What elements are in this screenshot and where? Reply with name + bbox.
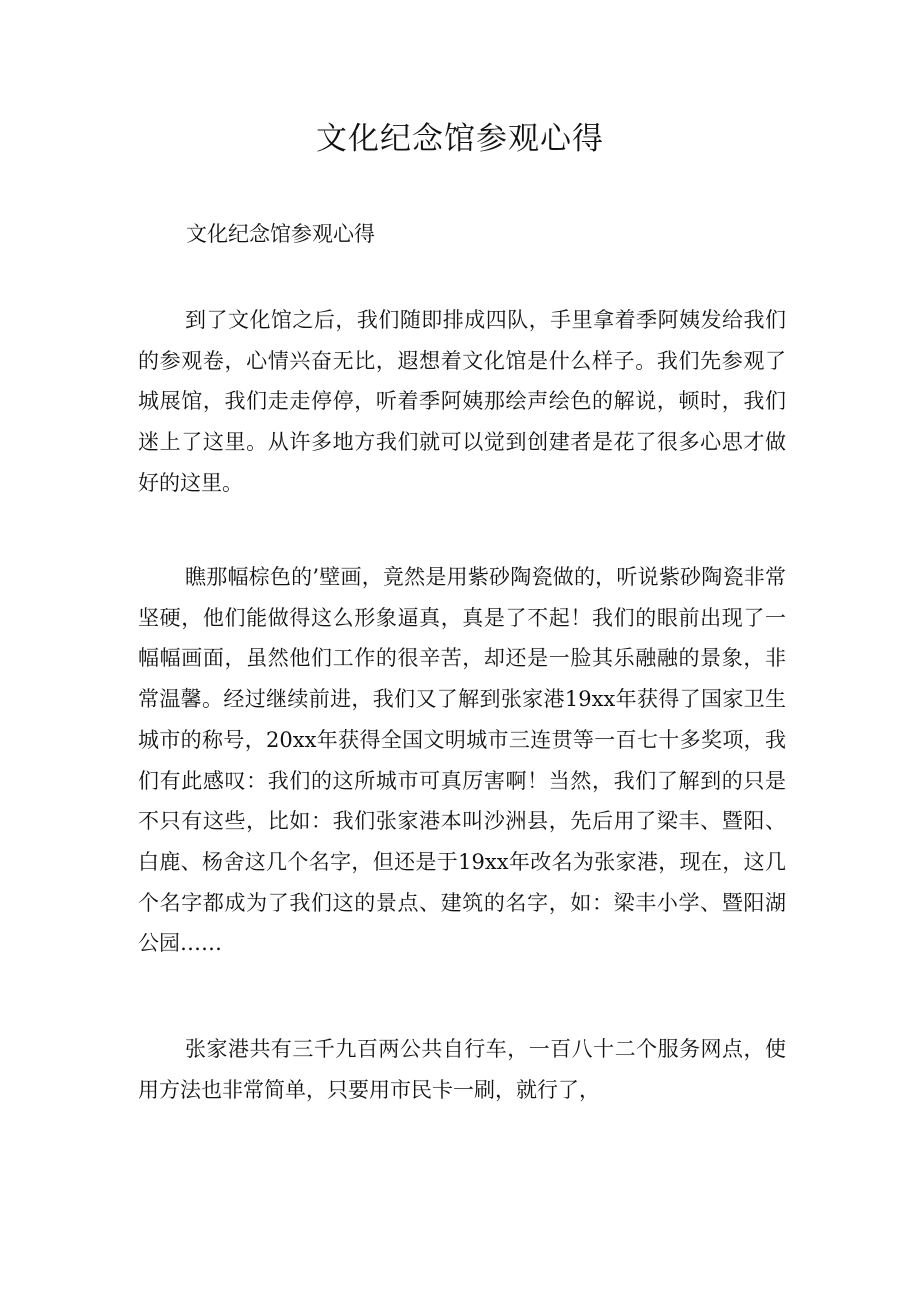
paragraph-1: 到了文化馆之后，我们随即排成四队，手里拿着季阿姨发给我们的参观卷，心情兴奋无比，遐想着文化馆是什么样子。我们先参观了城展馆，我们走走停停，听着季阿姨那绘声绘色的解说，顿时，我们迷上了这里。从许多地方我们就可以觉到创建者是花了很多心思才做好的这里。 [138, 308, 786, 495]
document-subtitle: 文化纪念馆参观心得 [186, 222, 375, 246]
document-title: 文化纪念馆参观心得 [316, 121, 604, 157]
paragraph-2: 瞧那幅棕色的’壁画，竟然是用紫砂陶瓷做的，听说紫砂陶瓷非常坚硬，他们能做得这么形象逼真，真是了不起！我们的眼前出现了一幅幅画面，虽然他们工作的很辛苦，却还是一脸其乐融融的景象，非常温馨。经过继续前进，我们又了解到张家港19xx年获得了国家卫生城市的称号，20xx年获得全国文明城市三连贯等一百七十多奖项，我们有此感叹：我们的这所城市可真厉害啊！当然，我们了解到的只是不只有这些，比如：我们张家港本叫沙洲县，先后用了梁丰、暨阳、白鹿、杨舍这几个名字，但还是于19xx年改名为张家港，现在，这几个名字都成为了我们这的景点、建筑的名字，如：梁丰小学、暨阳湖公园…… [138, 565, 786, 956]
paragraph-3: 张家港共有三千九百两公共自行车，一百八十二个服务网点，使用方法也非常简单，只要用市民卡一刷，就行了， [138, 1037, 786, 1102]
